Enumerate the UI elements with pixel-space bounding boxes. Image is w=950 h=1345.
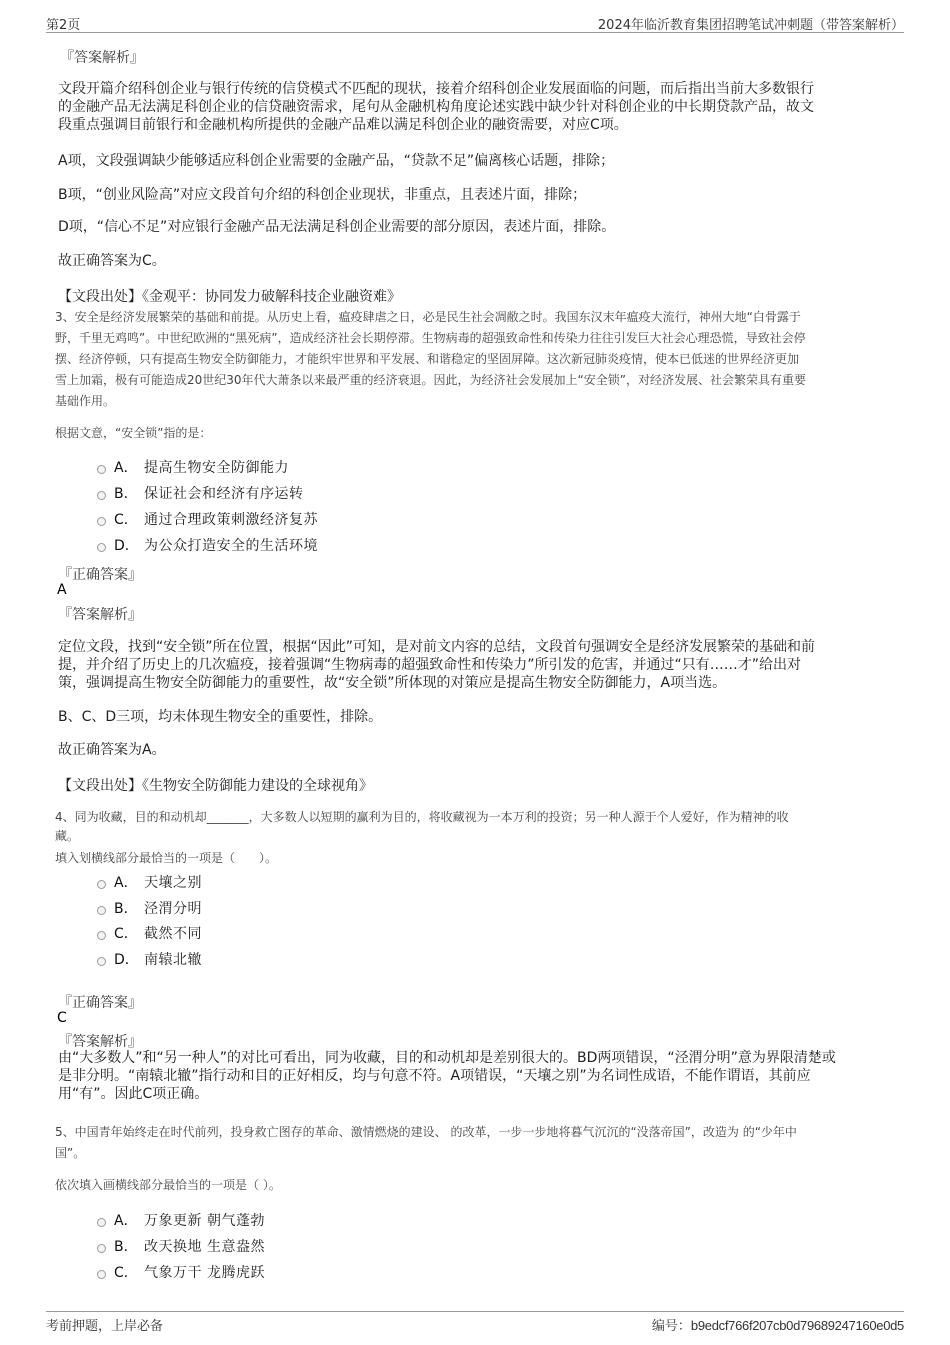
q3-analysis-line: 策，强调提高生物安全防御能力的重要性，故“安全锁”所体现的对策应是提高生物安全防御能力，A项当选。 [58, 675, 727, 691]
option-letter: A． [114, 460, 138, 476]
q2-option-note-a: A项，文段强调缺少能够适应科创企业需要的金融产品，“贷款不足”偏离核心话题，排除； [58, 153, 615, 169]
q3-prompt: 根据文意，“安全锁”指的是： [55, 426, 212, 440]
footer-slogan: 考前押题，上岸必备 [46, 1319, 164, 1334]
option-text: 万象更新 朝气蓬勃 [144, 1213, 265, 1229]
radio-icon[interactable] [97, 517, 106, 526]
q3-correct-label: 『正确答案』 [58, 567, 142, 583]
option-text: 为公众打造安全的生活环境 [144, 538, 318, 554]
q4-stem-line: 藏。 [55, 829, 80, 843]
q2-analysis-line: 的金融产品无法满足科创企业的信贷融资需求，尾句从金融机构角度论述实践中缺少针对科创企业的中长期贷款产品，故文 [58, 99, 814, 115]
option-text: 提高生物安全防御能力 [144, 460, 289, 476]
q3-option-a[interactable] [97, 457, 289, 477]
option-letter: A． [114, 1213, 138, 1229]
radio-icon[interactable] [97, 543, 106, 552]
page-header [46, 10, 904, 33]
option-letter: B． [114, 901, 138, 917]
q4-analysis-label: 『答案解析』 [58, 1034, 142, 1050]
option-text: 气象万干 龙腾虎跃 [144, 1265, 265, 1281]
q3-analysis-label: 『答案解析』 [58, 607, 142, 623]
page-footer [46, 1311, 904, 1340]
radio-icon[interactable] [97, 957, 106, 966]
q4-stem-line: 4、同为收藏，目的和动机却_______，大多数人以短期的赢利为目的，将收藏视为一本万利的投资；另一种人源于个人爱好，作为精神的收 [55, 810, 789, 824]
option-letter: D． [114, 538, 139, 554]
q2-option-note-d: D项，“信心不足”对应银行金融产品无法满足科创企业需要的部分原因，表述片面，排除。 [58, 219, 616, 235]
option-text: 保证社会和经济有序运转 [144, 486, 304, 502]
option-letter: A． [114, 875, 138, 891]
q3-option-d[interactable] [97, 535, 318, 555]
q3-stem-line: 3、安全是经济发展繁荣的基础和前提。从历史上看，瘟疫肆虐之日，必是民生社会凋敝之时。我国东汉末年瘟疫大流行，神州大地“白骨露于 [55, 310, 801, 324]
q2-analysis-line: 段重点强调目前银行和金融机构所提供的金融产品难以满足科创企业的融资需要，对应C项。 [58, 117, 628, 133]
option-text: 泾渭分明 [144, 901, 202, 917]
q3-stem-line: 摆、经济停顿，只有提高生物安全防御能力，才能织牢世界和平发展、和谐稳定的坚固屏障。这次新冠肺炎疫情，使本已低迷的世界经济更加 [55, 352, 800, 366]
option-letter: C． [114, 926, 138, 942]
q3-option-note: B、C、D三项，均未体现生物安全的重要性，排除。 [58, 709, 383, 725]
q3-stem [55, 307, 905, 412]
q3-option-c[interactable] [97, 509, 318, 529]
option-letter: C． [114, 1265, 138, 1281]
q4-correct-label: 『正确答案』 [58, 995, 142, 1011]
q5-stem-line: 5、中国青年始终走在时代前列，投身救亡图存的革命、激情燃烧的建设、 的改革，一步一步地将暮气沉沉的“没落帝国”，改造为 的“少年中 [55, 1125, 797, 1139]
q3-analysis-line: 提，并介绍了历史上的几次瘟疫，接着强调“生物病毒的超强致命性和传染力”所引发的危害，并通过“只有……才”给出对 [58, 657, 802, 673]
option-text: 截然不同 [144, 926, 202, 942]
q5-option-c[interactable] [97, 1262, 265, 1282]
q2-analysis-line: 文段开篇介绍科创企业与银行传统的信贷模式不匹配的现状，接着介绍科创企业发展面临的问题，而后指出当前大多数银行 [58, 81, 814, 97]
q5-stem-line: 国”。 [55, 1146, 86, 1160]
q2-source: 【文段出处】《金观平：协同发力破解科技企业融资难》 [58, 289, 401, 305]
q3-stem-line: 雪上加霜，极有可能造成20世纪30年代大萧条以来最严重的经济衰退。因此，为经济社会发展加上“安全锁”，对经济发展、社会繁荣具有重要 [55, 373, 806, 387]
radio-icon[interactable] [97, 465, 106, 474]
code-label: 编号： [651, 1319, 691, 1334]
q3-option-b[interactable] [97, 483, 304, 503]
q2-option-note-b: B项，“创业风险高”对应文段首句介绍的科创企业现状，非重点，且表述片面，排除； [58, 187, 587, 203]
q5-stem [55, 1122, 905, 1164]
q3-stem-line: 野，千里无鸡鸣”。中世纪欧洲的“黑死病”，造成经济社会长期停滞。生物病毒的超强致命性和传染力往往引发巨大社会心理恐慌，导致社会停 [55, 331, 806, 345]
document-title: 2024年临沂教育集团招聘笔试冲刺题（带答案解析） [597, 18, 904, 33]
q4-analysis-line: 由“大多数人”和“另一种人”的对比可看出，同为收藏，目的和动机却是差别很大的。BD两项错误，“泾渭分明”意为界限清楚或 [58, 1050, 836, 1066]
q4-analysis [58, 1049, 898, 1103]
radio-icon[interactable] [97, 1218, 106, 1227]
page-number: 第2页 [46, 18, 81, 33]
q4-option-a[interactable] [97, 872, 202, 892]
q2-conclusion: 故正确答案为C。 [58, 253, 166, 269]
q3-conclusion: 故正确答案为A。 [58, 742, 166, 758]
q4-correct-answer: C [57, 1010, 67, 1026]
q5-prompt: 依次填入画横线部分最恰当的一项是（ ）。 [55, 1178, 281, 1192]
option-text: 南辕北辙 [144, 952, 202, 968]
radio-icon[interactable] [97, 931, 106, 940]
q4-option-d[interactable] [97, 949, 202, 969]
option-text: 天壤之别 [144, 875, 202, 891]
option-letter: D． [114, 952, 139, 968]
option-letter: B． [114, 1239, 138, 1255]
q4-stem [55, 808, 905, 846]
radio-icon[interactable] [97, 880, 106, 889]
q4-option-c[interactable] [97, 923, 202, 943]
option-text: 通过合理政策刺激经济复苏 [144, 512, 318, 528]
option-text: 改天换地 生意盎然 [144, 1239, 265, 1255]
radio-icon[interactable] [97, 491, 106, 500]
q4-option-b[interactable] [97, 898, 202, 918]
q3-stem-line: 基础作用。 [55, 394, 116, 408]
q4-analysis-line: 是非分明。“南辕北辙”指行动和目的正好相反，均与句意不符。A项错误，“天壤之别”为名词性成语，不能作谓语，其前应 [58, 1068, 811, 1084]
q5-option-a[interactable] [97, 1210, 265, 1230]
q3-source: 【文段出处】《生物安全防御能力建设的全球视角》 [58, 778, 373, 794]
radio-icon[interactable] [97, 1270, 106, 1279]
q3-correct-answer: A [57, 582, 67, 598]
q5-option-b[interactable] [97, 1236, 265, 1256]
document-code [652, 1315, 904, 1334]
q4-analysis-line: 用“有”。因此C项正确。 [58, 1086, 209, 1102]
q3-analysis [58, 638, 898, 692]
radio-icon[interactable] [97, 1244, 106, 1253]
q3-analysis-line: 定位文段，找到“安全锁”所在位置，根据“因此”可知，是对前文内容的总结，文段首句强调安全是经济发展繁荣的基础和前 [58, 639, 816, 655]
code-value: b9edcf766f207cb0d79689247160e0d5 [690, 1318, 904, 1333]
radio-icon[interactable] [97, 906, 106, 915]
q4-prompt: 填入划横线部分最恰当的一项是（ ）。 [55, 851, 278, 865]
q2-analysis-label: 『答案解析』 [60, 50, 144, 66]
q2-analysis-paragraph [58, 80, 898, 134]
option-letter: C． [114, 512, 138, 528]
option-letter: B． [114, 486, 138, 502]
